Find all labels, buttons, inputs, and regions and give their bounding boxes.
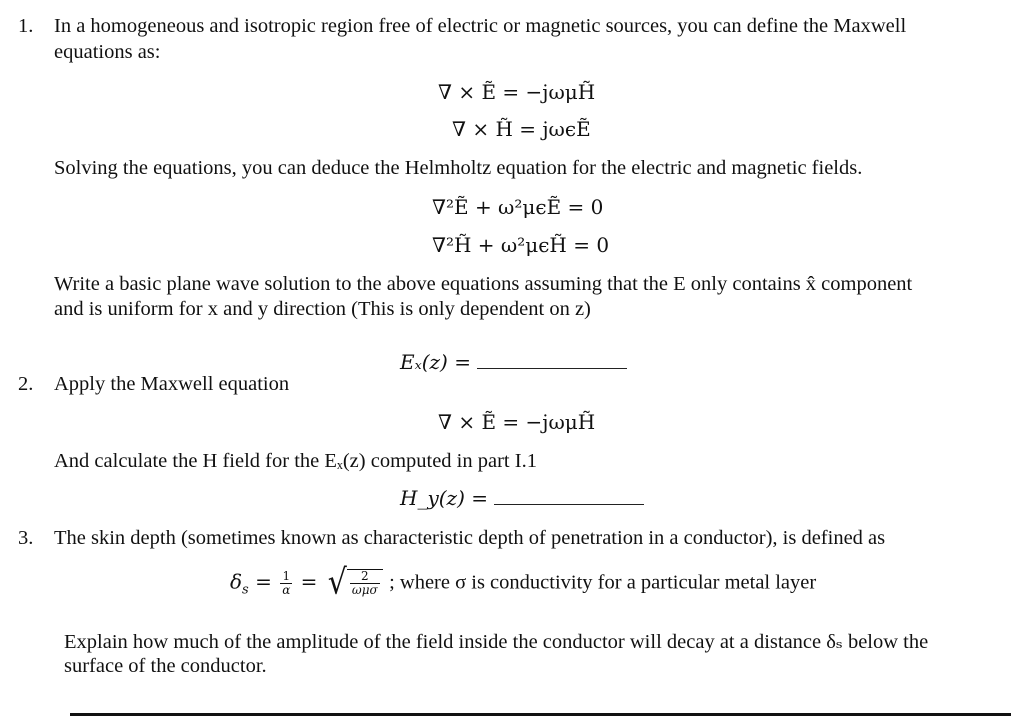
sqrt-fraction [347,569,383,597]
fraction-one-over-alpha [280,570,292,597]
question-1-answer-line [400,350,627,374]
question-1-solving-text: Solving the equations, you can deduce the Helmholtz equation for the electric and magnetic fields. [54,157,863,179]
sqrt-inner-fraction [350,570,380,597]
answer-blank-hy [494,490,644,505]
answer-label-ex: Eₓ(z) = [400,350,471,374]
skin-depth-where-text: ; where σ is conductivity for a particular metal layer [389,571,817,594]
question-3-explain-line1: Explain how much of the amplitude of the field inside the conductor will decay at a distance δₛ below the [64,631,929,653]
question-1-task-line1: Write a basic plane wave solution to the above equations assuming that the E only contains x̂ component [54,273,913,295]
question-2-answer-line [400,486,644,510]
equation-helmholtz-e: ∇²Ẽ + ω²μϵẼ = 0 [432,195,604,219]
equation-ampere: ∇ × H̃ = jωϵẼ [452,117,591,141]
question-1-intro-line1: In a homogeneous and isotropic region free of electric or magnetic sources, you can define the Maxwell [54,15,907,37]
sqrt-expression [327,562,383,603]
equation-faraday: ∇ × Ẽ = −jωμH̃ [438,80,596,104]
delta-subscript: s [242,582,249,598]
question-1-intro-line2: equations as: [54,41,161,63]
answer-blank-ex [477,354,627,369]
delta-symbol: δ [230,569,243,594]
question-2-text2: And calculate the H field for the Eₓ(z) computed in part I.1 [54,450,537,472]
sqrt-denominator: ωμσ [351,583,378,597]
fraction-numerator: 1 [280,570,292,584]
skin-depth-equation: $\delta_s$ = $\frac{1}{\alpha}$ = √ $\frac{2}{\text{ωμσ}}$ ; where σ is conductivity for a particular metal layer [230,562,817,603]
question-3-explain-line2: surface of the conductor. [64,655,267,677]
equation-helmholtz-h: ∇²H̃ + ω²μϵH̃ = 0 [432,233,610,257]
question-1-task-line2: and is uniform for x and y direction (This is only dependent on z) [54,298,591,320]
question-3-number: 3. [18,527,34,549]
bottom-divider [70,713,1011,716]
question-1-number: 1. [18,15,34,37]
question-2-number: 2. [18,373,34,395]
sqrt-numerator: 2 [350,570,380,584]
answer-label-hy: H_y(z) = [400,486,488,510]
radical-sign-icon: √ [327,562,347,603]
equation-faraday-repeat: ∇ × Ẽ = −jωμH̃ [438,410,596,434]
fraction-denominator: α [282,582,291,597]
question-2-text1: Apply the Maxwell equation [54,373,290,395]
question-3-text1: The skin depth (sometimes known as characteristic depth of penetration in a conductor), is defined as [54,527,886,549]
